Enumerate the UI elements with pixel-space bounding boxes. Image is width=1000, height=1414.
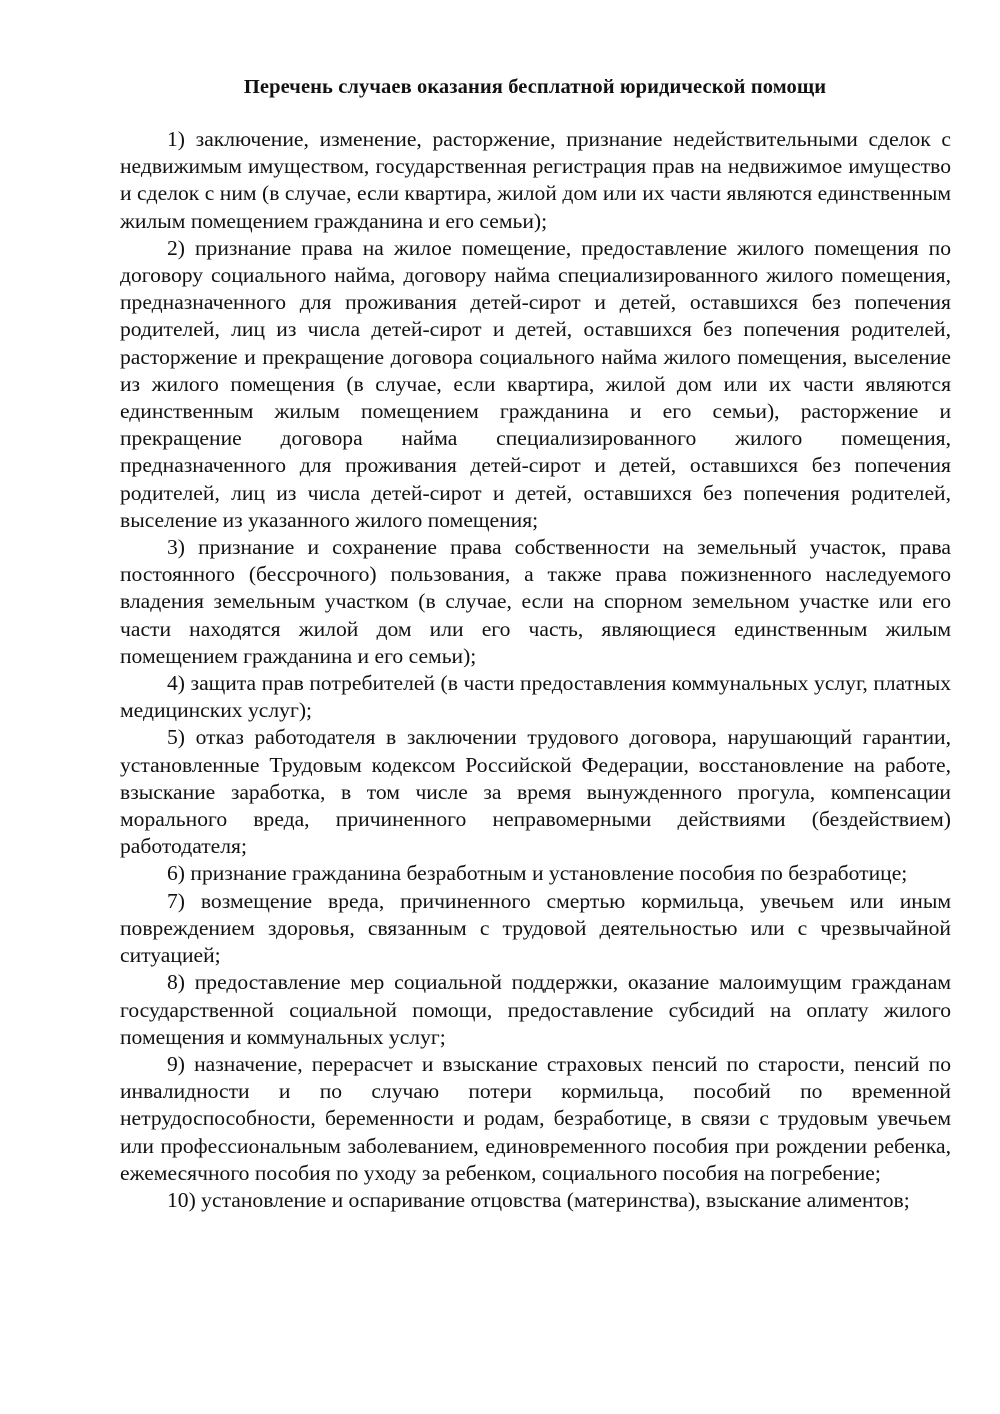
list-item-9: 9) назначение, перерасчет и взыскание страховых пенсий по старости, пенсий по инвалидности и по случаю потери кормильца, пособий по временной нетрудоспособности, беременности и родам, безработице, в связи с трудовым увечьем или профессиональным заболеванием, единовременного пособия при рождении ребенка, ежемесячного пособия по уходу за ребенком, социального пособия на погребение; — [120, 1051, 951, 1185]
list-item-6: 6) признание гражданина безработным и установление пособия по безработице; — [167, 861, 908, 886]
list-item-1: 1) заключение, изменение, расторжение, признание недействительными сделок с недвижимым имуществом, государственная регистрация прав на недвижимое имущество и сделок с ним (в случае, если квартира, жилой дом или их части являются единственным жилым помещением гражданина и его семьи); — [120, 127, 951, 233]
list-item-8: 8) предоставление мер социальной поддержки, оказание малоимущим гражданам государственной социальной помощи, предоставление субсидий на оплату жилого помещения и коммунальных услуг; — [120, 970, 951, 1049]
list-item-7: 7) возмещение вреда, причиненного смертью кормильца, увечьем или иным повреждением здоровья, связанным с трудовой деятельностью или с чрезвычайной ситуацией; — [120, 888, 951, 968]
document-title: Перечень случаев оказания бесплатной юридической помощи — [243, 76, 827, 98]
list-item-10: 10) установление и оспаривание отцовства (материнства), взыскание алиментов; — [167, 1187, 910, 1212]
list-item-5: 5) отказ работодателя в заключении трудового договора, нарушающий гарантии, установленные Трудовым кодексом Российской Федерации, восстановление на работе, взыскание заработка, в том числе за время вынужденного прогула, компенсации морального вреда, причиненного неправомерными действиями (бездействием) работодателя; — [120, 725, 951, 859]
list-item-4: 4) защита прав потребителей (в части предоставления коммунальных услуг, платных медицинских услуг); — [120, 671, 951, 723]
list-item-2: 2) признание права на жилое помещение, предоставление жилого помещения по договору социального найма, договору найма специализированного жилого помещения, предназначенного для проживания детей-сирот и детей, оставшихся без попечения родителей, лиц из числа детей-сирот и детей, оставшихся без попечения родителей, расторжение и прекращение договора социального найма жилого помещения, выселение из жилого помещения (в случае, если квартира, жилой дом или их части являются единственным жилым помещением гражданина и его семьи), расторжение и прекращение договора найма специализированного жилого помещения, предназначенного для проживания детей-сирот и детей, оставшихся без попечения родителей, лиц из числа детей-сирот и детей, оставшихся без попечения родителей, выселение из указанного жилого помещения; — [120, 235, 951, 532]
document-body — [120, 126, 951, 1214]
list-item-3: 3) признание и сохранение права собственности на земельный участок, права постоянного (бессрочного) пользования, а также права пожизненного наследуемого владения земельным участком (в случае, если на спорном земельном участке или его части находятся жилой дом или его часть, являющиеся единственным жилым помещением гражданина и его семьи); — [120, 535, 951, 668]
